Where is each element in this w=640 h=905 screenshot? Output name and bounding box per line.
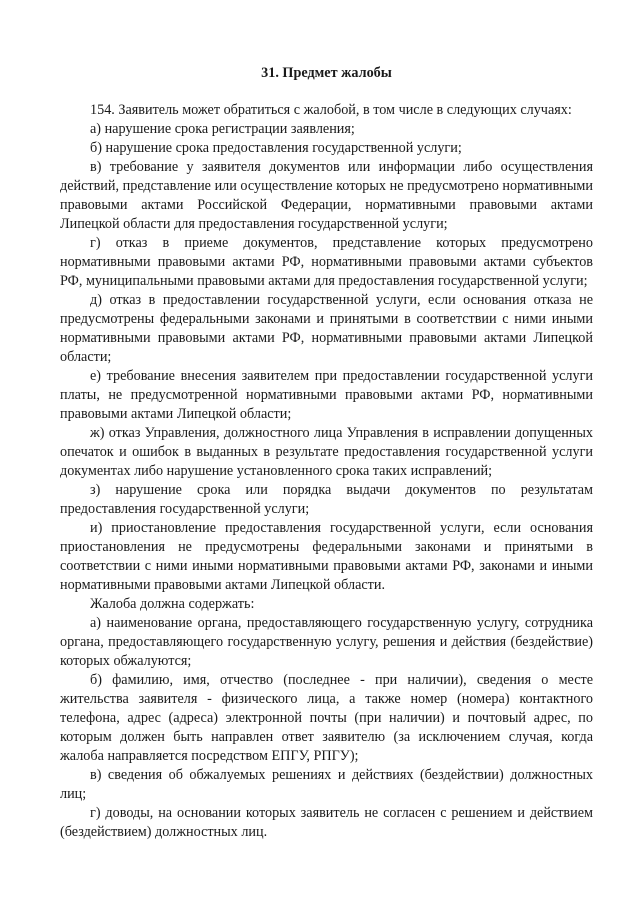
paragraph-item-z: з) нарушение срока или порядка выдачи документов по результатам предоставления государственной услуги; xyxy=(60,482,593,517)
paragraph-item-a: а) нарушение срока регистрации заявления; xyxy=(90,121,355,137)
paragraph-item-zh: ж) отказ Управления, должностного лица Управления в исправлении допущенных опечаток и ошибок в выданных в результате предоставления государственной услуги документах либо нарушение установленного срока таких исправлений; xyxy=(60,425,593,479)
paragraph-contents-a: а) наименование органа, предоставляющего государственную услугу, сотрудника органа, предоставляющего государственную услугу, решения и действия (бездействие) которых обжалуются; xyxy=(60,615,593,669)
paragraph-contents-b: б) фамилию, имя, отчество (последнее - при наличии), сведения о месте жительства заявителя - физического лица, а также номер (номера) контактного телефона, адрес (адреса) электронной почты (при наличии) и почтовый адрес, по которым должен быть направлен ответ заявителю (за исключением случая, когда жалоба направляется посредством ЕПГУ, РПГУ); xyxy=(60,672,593,764)
paragraph-item-v: в) требование у заявителя документов или информации либо осуществления действий, представление или осуществление которых не предусмотрено нормативными правовыми актами Российской Федерации, нормативными правовыми актами Липецкой области для предоставления государственной услуги; xyxy=(60,159,593,232)
paragraph-item-e: е) требование внесения заявителем при предоставлении государственной услуги платы, не предусмотренной нормативными правовыми актами РФ, нормативными правовыми актами Липецкой области; xyxy=(60,368,593,422)
paragraph-contents-v: в) сведения об обжалуемых решениях и действиях (бездействии) должностных лиц; xyxy=(60,767,593,802)
paragraph-contents-g: г) доводы, на основании которых заявитель не согласен с решением и действием (бездействием) должностных лиц. xyxy=(60,805,593,840)
paragraph-item-g: г) отказ в приеме документов, представление которых предусмотрено нормативными правовыми актами РФ, нормативными правовыми актами субъектов РФ, муниципальными правовыми актами для предоставления государственной услуги; xyxy=(60,235,593,289)
paragraph-154: 154. Заявитель может обратиться с жалобой, в том числе в следующих случаях: xyxy=(90,102,572,118)
paragraph-complaint-contents: Жалоба должна содержать: xyxy=(90,596,255,612)
paragraph-item-d: д) отказ в предоставлении государственной услуги, если основания отказа не предусмотрены федеральными законами и принятыми в соответствии с ними иными нормативными правовыми актами РФ, нормативными правовыми актами Липецкой области; xyxy=(60,292,593,365)
section-title: 31. Предмет жалобы xyxy=(261,65,392,81)
paragraph-item-b: б) нарушение срока предоставления государственной услуги; xyxy=(90,140,462,156)
document-page xyxy=(60,64,593,842)
paragraph-item-i: и) приостановление предоставления государственной услуги, если основания приостановления не предусмотрены федеральными законами и принятыми в соответствии с ними иными нормативными правовыми актами РФ, законами и иными нормативными правовыми актами Липецкой области. xyxy=(60,520,593,593)
